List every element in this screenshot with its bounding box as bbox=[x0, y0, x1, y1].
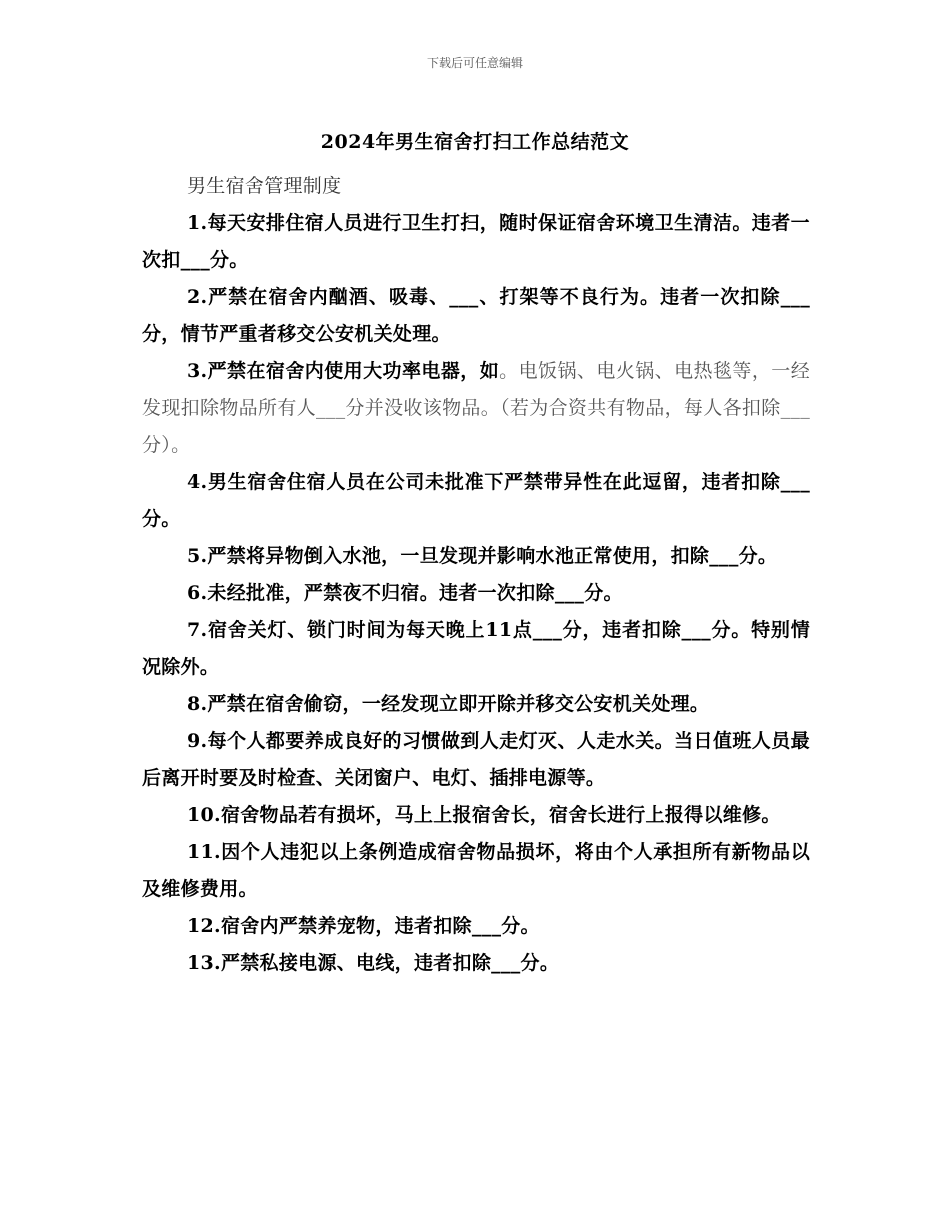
download-note: 下载后可任意编辑 bbox=[426, 56, 523, 70]
document-title: 2024年男生宿舍打扫工作总结范文 bbox=[320, 131, 630, 153]
rule-item-3 bbox=[142, 353, 810, 464]
rule-item-3-light: 。电饭锅、电火锅、电热毯等，一经发现扣除物品所有人___分并没收该物品。（若为合资共有物品，每人各扣除___分）。 bbox=[142, 360, 810, 456]
rule-item-8: 8.严禁在宿舍偷窃，一经发现立即开除并移交公安机关处理。 bbox=[187, 693, 710, 715]
rule-item-9: 9.每个人都要养成良好的习惯做到人走灯灭、人走水关。当日值班人员最后离开时要及时检查、关闭窗户、电灯、插排电源等。 bbox=[142, 730, 810, 789]
rule-item-5: 5.严禁将异物倒入水池，一旦发现并影响水池正常使用，扣除___分。 bbox=[187, 545, 778, 567]
rule-item-7: 7.宿舍关灯、锁门时间为每天晚上11点___分，违者扣除___分。特别情况除外。 bbox=[142, 619, 810, 678]
rule-item-11: 11.因个人违犯以上条例造成宿舍物品损坏，将由个人承担所有新物品以及维修费用。 bbox=[142, 841, 810, 900]
rule-item-2: 2.严禁在宿舍内酗酒、吸毒、___、打架等不良行为。违者一次扣除___分，情节严重者移交公安机关处理。 bbox=[142, 286, 810, 345]
document-body bbox=[142, 168, 810, 982]
rule-item-13: 13.严禁私接电源、电线，违者扣除___分。 bbox=[187, 952, 560, 974]
rule-item-1: 1.每天安排住宿人员进行卫生打扫，随时保证宿舍环境卫生清洁。违者一次扣___分。 bbox=[142, 212, 810, 271]
rule-item-3-bold: 3.严禁在宿舍内使用大功率电器，如 bbox=[187, 360, 500, 382]
rule-item-12: 12.宿舍内严禁养宠物，违者扣除___分。 bbox=[187, 915, 540, 937]
section-subtitle: 男生宿舍管理制度 bbox=[187, 175, 342, 197]
rule-item-10: 10.宿舍物品若有损坏，马上上报宿舍长，宿舍长进行上报得以维修。 bbox=[187, 804, 781, 826]
rule-item-4: 4.男生宿舍住宿人员在公司未批准下严禁带异性在此逗留，违者扣除___分。 bbox=[142, 471, 810, 530]
rule-item-6: 6.未经批准，严禁夜不归宿。违者一次扣除___分。 bbox=[187, 582, 623, 604]
